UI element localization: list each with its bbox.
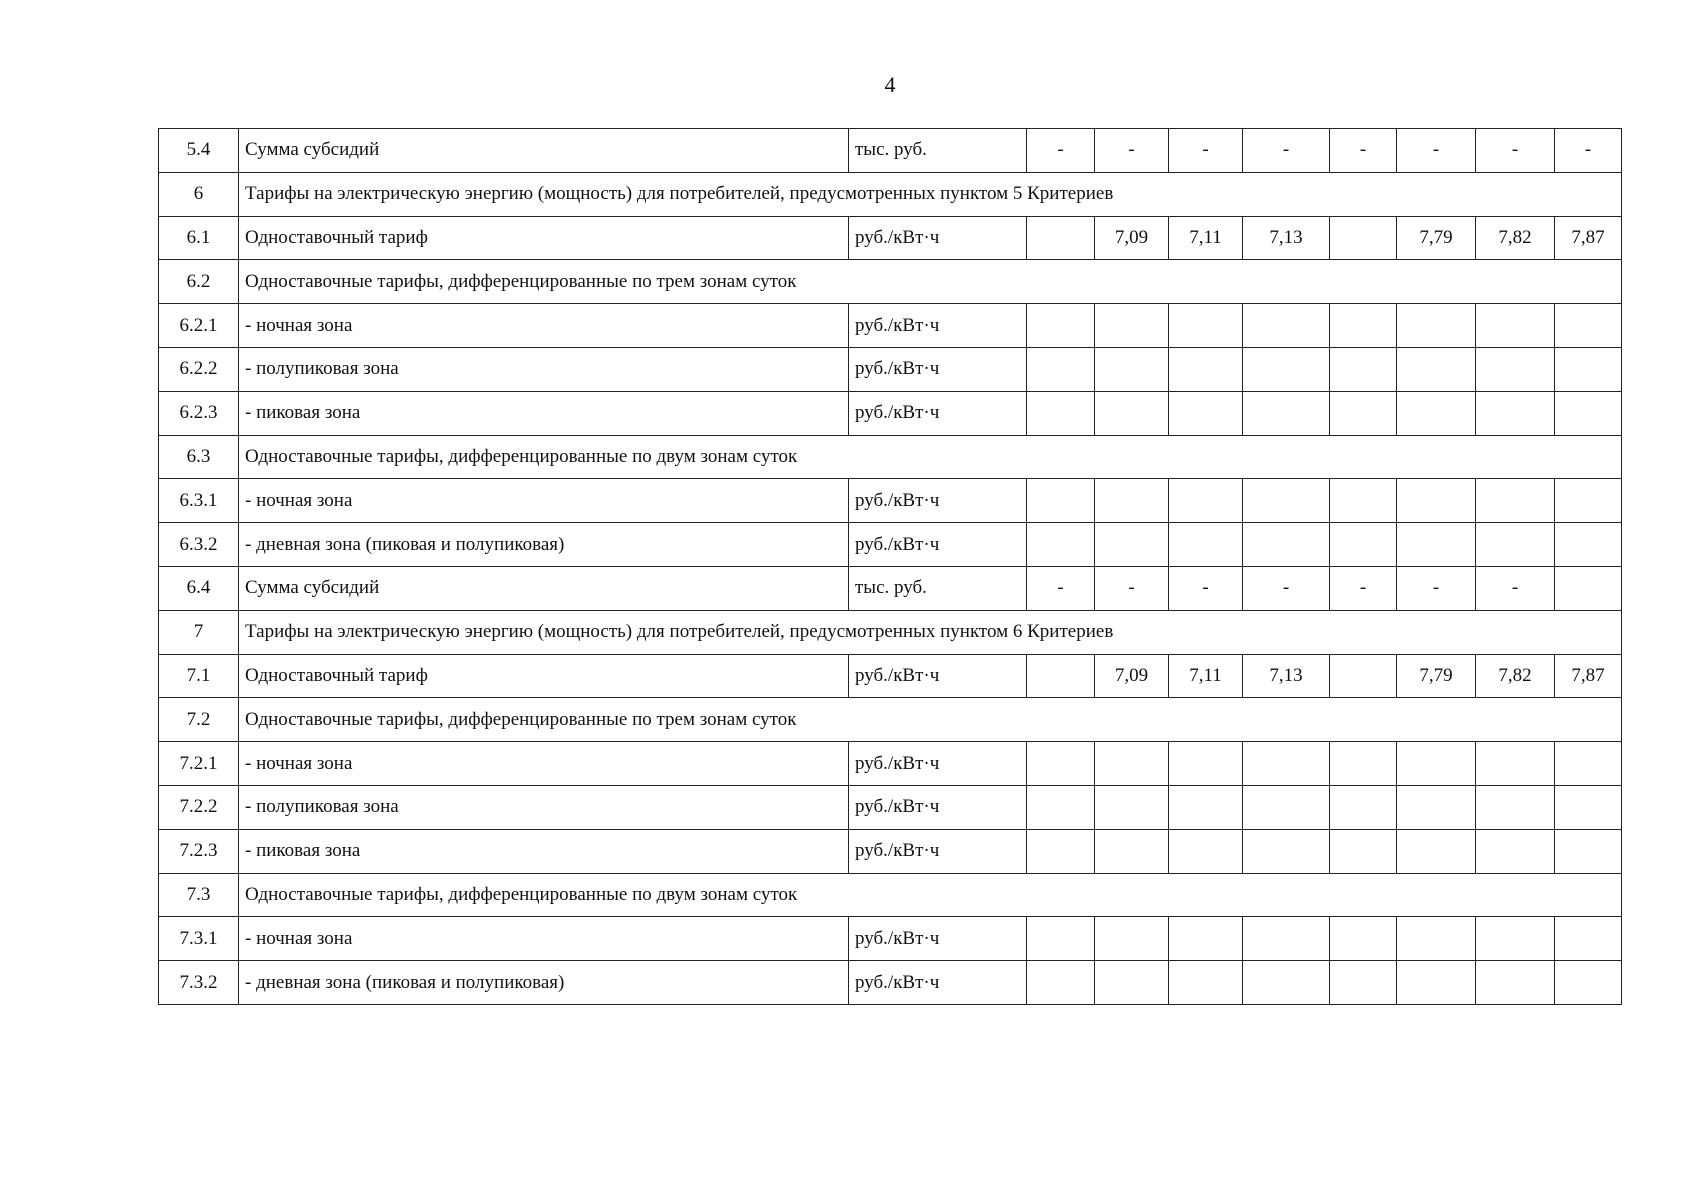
value-cell [1476, 742, 1555, 786]
value-cell [1476, 523, 1555, 567]
tariff-table-body [159, 129, 1622, 1005]
value-cell [1095, 785, 1169, 829]
value-cell [1027, 391, 1095, 435]
value-cell [1476, 479, 1555, 523]
row-number: 7.2.1 [159, 742, 239, 786]
row-number: 6.3.2 [159, 523, 239, 567]
row-number: 6.2 [159, 260, 239, 304]
value-cell: - [1243, 129, 1330, 173]
value-cell [1397, 304, 1476, 348]
value-cell [1095, 523, 1169, 567]
row-description: - пиковая зона [239, 391, 849, 435]
row-number: 7 [159, 610, 239, 654]
row-description: - ночная зона [239, 742, 849, 786]
value-cell [1027, 523, 1095, 567]
row-description: Тарифы на электрическую энергию (мощность) для потребителей, предусмотренных пунктом 5 Критериев [239, 172, 1622, 216]
value-cell [1169, 479, 1243, 523]
value-cell [1027, 479, 1095, 523]
table-row [159, 785, 1622, 829]
row-number: 7.3 [159, 873, 239, 917]
value-cell [1555, 347, 1622, 391]
value-cell [1476, 829, 1555, 873]
row-number: 6.4 [159, 566, 239, 610]
row-number: 6.3 [159, 435, 239, 479]
table-row [159, 304, 1622, 348]
row-description: - ночная зона [239, 917, 849, 961]
value-cell [1476, 347, 1555, 391]
value-cell [1027, 216, 1095, 260]
value-cell [1555, 742, 1622, 786]
value-cell [1330, 829, 1397, 873]
value-cell: 7,11 [1169, 654, 1243, 698]
value-cell [1330, 347, 1397, 391]
section-header-row [159, 873, 1622, 917]
row-unit: руб./кВт·ч [849, 347, 1027, 391]
value-cell [1243, 829, 1330, 873]
row-unit: руб./кВт·ч [849, 304, 1027, 348]
table-row [159, 566, 1622, 610]
section-header-row [159, 172, 1622, 216]
row-number: 5.4 [159, 129, 239, 173]
value-cell [1095, 829, 1169, 873]
value-cell [1476, 304, 1555, 348]
row-description: Одноставочный тариф [239, 654, 849, 698]
section-header-row [159, 698, 1622, 742]
value-cell [1476, 785, 1555, 829]
row-description: Сумма субсидий [239, 129, 849, 173]
value-cell [1330, 917, 1397, 961]
row-number: 7.2.2 [159, 785, 239, 829]
value-cell [1330, 742, 1397, 786]
row-number: 6.1 [159, 216, 239, 260]
value-cell [1555, 917, 1622, 961]
value-cell [1555, 566, 1622, 610]
table-row [159, 917, 1622, 961]
row-unit: тыс. руб. [849, 566, 1027, 610]
value-cell [1027, 742, 1095, 786]
value-cell [1095, 742, 1169, 786]
value-cell [1169, 917, 1243, 961]
row-description: - ночная зона [239, 304, 849, 348]
row-unit: тыс. руб. [849, 129, 1027, 173]
value-cell [1243, 523, 1330, 567]
value-cell [1555, 785, 1622, 829]
value-cell [1397, 523, 1476, 567]
row-description: - полупиковая зона [239, 347, 849, 391]
section-header-row [159, 610, 1622, 654]
value-cell [1095, 961, 1169, 1005]
value-cell: 7,82 [1476, 216, 1555, 260]
value-cell: - [1476, 566, 1555, 610]
value-cell: 7,79 [1397, 654, 1476, 698]
value-cell [1169, 347, 1243, 391]
value-cell [1243, 785, 1330, 829]
value-cell [1095, 304, 1169, 348]
table-row [159, 129, 1622, 173]
value-cell [1397, 785, 1476, 829]
value-cell [1243, 742, 1330, 786]
value-cell [1330, 785, 1397, 829]
value-cell: 7,09 [1095, 216, 1169, 260]
value-cell [1555, 479, 1622, 523]
row-number: 6 [159, 172, 239, 216]
value-cell [1397, 961, 1476, 1005]
value-cell [1027, 829, 1095, 873]
value-cell [1095, 391, 1169, 435]
value-cell [1095, 917, 1169, 961]
row-description: Тарифы на электрическую энергию (мощность) для потребителей, предусмотренных пунктом 6 Критериев [239, 610, 1622, 654]
value-cell: - [1397, 129, 1476, 173]
value-cell [1555, 391, 1622, 435]
value-cell [1095, 347, 1169, 391]
row-number: 7.1 [159, 654, 239, 698]
table-row [159, 742, 1622, 786]
row-description: - дневная зона (пиковая и полупиковая) [239, 961, 849, 1005]
value-cell [1330, 654, 1397, 698]
row-description: Одноставочные тарифы, дифференцированные по трем зонам суток [239, 698, 1622, 742]
table-row [159, 829, 1622, 873]
row-unit: руб./кВт·ч [849, 961, 1027, 1005]
value-cell: 7,87 [1555, 216, 1622, 260]
row-unit: руб./кВт·ч [849, 917, 1027, 961]
row-unit: руб./кВт·ч [849, 523, 1027, 567]
value-cell [1555, 829, 1622, 873]
section-header-row [159, 435, 1622, 479]
value-cell [1330, 216, 1397, 260]
row-unit: руб./кВт·ч [849, 216, 1027, 260]
value-cell: 7,82 [1476, 654, 1555, 698]
value-cell [1243, 917, 1330, 961]
table-row [159, 961, 1622, 1005]
value-cell: 7,09 [1095, 654, 1169, 698]
value-cell: 7,13 [1243, 216, 1330, 260]
value-cell [1243, 479, 1330, 523]
value-cell: - [1555, 129, 1622, 173]
row-description: Одноставочный тариф [239, 216, 849, 260]
row-number: 6.2.1 [159, 304, 239, 348]
row-description: Одноставочные тарифы, дифференцированные по двум зонам суток [239, 873, 1622, 917]
table-row [159, 654, 1622, 698]
row-unit: руб./кВт·ч [849, 829, 1027, 873]
value-cell: 7,13 [1243, 654, 1330, 698]
table-row [159, 347, 1622, 391]
value-cell [1027, 917, 1095, 961]
row-description: - ночная зона [239, 479, 849, 523]
value-cell [1330, 479, 1397, 523]
row-number: 6.3.1 [159, 479, 239, 523]
value-cell [1476, 961, 1555, 1005]
value-cell [1555, 961, 1622, 1005]
table-row [159, 523, 1622, 567]
value-cell [1555, 523, 1622, 567]
table-row [159, 479, 1622, 523]
value-cell [1027, 961, 1095, 1005]
value-cell: - [1330, 566, 1397, 610]
value-cell [1330, 391, 1397, 435]
row-description: - полупиковая зона [239, 785, 849, 829]
value-cell: - [1330, 129, 1397, 173]
value-cell [1027, 654, 1095, 698]
row-description: Одноставочные тарифы, дифференцированные по двум зонам суток [239, 435, 1622, 479]
row-unit: руб./кВт·ч [849, 785, 1027, 829]
row-description: - пиковая зона [239, 829, 849, 873]
value-cell [1169, 523, 1243, 567]
value-cell [1027, 347, 1095, 391]
value-cell [1555, 304, 1622, 348]
row-description: - дневная зона (пиковая и полупиковая) [239, 523, 849, 567]
value-cell: - [1397, 566, 1476, 610]
value-cell [1330, 304, 1397, 348]
value-cell [1027, 785, 1095, 829]
value-cell [1330, 961, 1397, 1005]
row-unit: руб./кВт·ч [849, 479, 1027, 523]
section-header-row [159, 260, 1622, 304]
row-number: 6.2.3 [159, 391, 239, 435]
row-number: 7.2 [159, 698, 239, 742]
value-cell [1397, 347, 1476, 391]
value-cell: 7,79 [1397, 216, 1476, 260]
row-unit: руб./кВт·ч [849, 391, 1027, 435]
value-cell [1169, 785, 1243, 829]
value-cell: - [1095, 129, 1169, 173]
row-description: Одноставочные тарифы, дифференцированные по трем зонам суток [239, 260, 1622, 304]
value-cell [1397, 829, 1476, 873]
value-cell [1397, 479, 1476, 523]
value-cell [1027, 304, 1095, 348]
value-cell [1169, 304, 1243, 348]
value-cell: - [1027, 129, 1095, 173]
value-cell [1243, 961, 1330, 1005]
row-number: 6.2.2 [159, 347, 239, 391]
row-unit: руб./кВт·ч [849, 742, 1027, 786]
value-cell [1169, 742, 1243, 786]
value-cell [1169, 391, 1243, 435]
value-cell [1095, 479, 1169, 523]
value-cell: 7,11 [1169, 216, 1243, 260]
table-row [159, 391, 1622, 435]
row-unit: руб./кВт·ч [849, 654, 1027, 698]
row-number: 7.2.3 [159, 829, 239, 873]
value-cell [1397, 917, 1476, 961]
value-cell: - [1027, 566, 1095, 610]
value-cell [1476, 917, 1555, 961]
row-number: 7.3.2 [159, 961, 239, 1005]
value-cell: - [1476, 129, 1555, 173]
value-cell [1243, 391, 1330, 435]
value-cell [1243, 347, 1330, 391]
value-cell: 7,87 [1555, 654, 1622, 698]
value-cell [1330, 523, 1397, 567]
value-cell [1397, 742, 1476, 786]
row-description: Сумма субсидий [239, 566, 849, 610]
value-cell: - [1169, 129, 1243, 173]
value-cell [1169, 829, 1243, 873]
tariff-table [158, 128, 1622, 1005]
value-cell: - [1169, 566, 1243, 610]
value-cell [1397, 391, 1476, 435]
value-cell: - [1243, 566, 1330, 610]
value-cell: - [1095, 566, 1169, 610]
value-cell [1243, 304, 1330, 348]
row-number: 7.3.1 [159, 917, 239, 961]
value-cell [1476, 391, 1555, 435]
page-number: 4 [884, 72, 896, 97]
value-cell [1169, 961, 1243, 1005]
table-row [159, 216, 1622, 260]
